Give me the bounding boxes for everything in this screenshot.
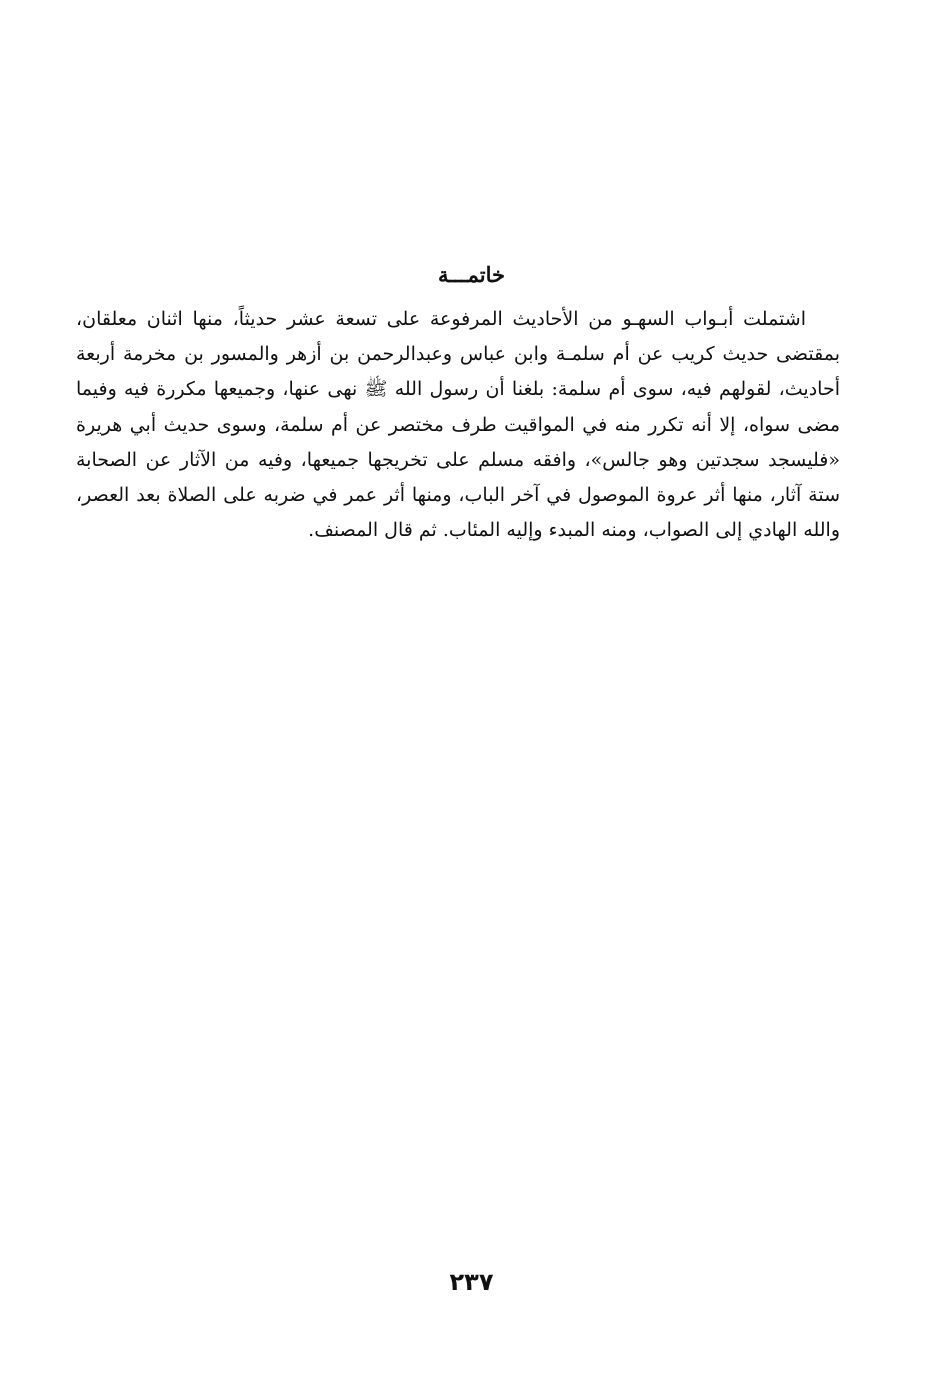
text-line: بمقتضى حديث كريب عن أم سلمـة وابن عباس وعبدالرحمن بن أزهر والمسور بن مخرمة أربعة bbox=[76, 343, 840, 366]
body-paragraph bbox=[76, 302, 840, 548]
text-line: ستة آثار، منها أثر عروة الموصول في آخر الباب، ومنها أثر عمر في ضربه على الصلاة بعد العصر، bbox=[76, 483, 840, 506]
text-line: أحاديث، لقولهم فيه، سوى أم سلمة: بلغنا أن رسول الله ﷺ نهى عنها، وجميعها مكررة فيه وفيما bbox=[76, 378, 840, 401]
text-line: «فليسجد سجدتين وهو جالس»، وافقه مسلم على تخريجها جميعها، وفيه من الآثار عن الصحابة bbox=[76, 448, 840, 471]
page-number: ٢٣٧ bbox=[449, 1268, 494, 1296]
text-line: مضى سواه، إلا أنه تكرر منه في المواقيت طرف مختصر عن أم سلمة، وسوى حديث أبي هريرة bbox=[76, 413, 840, 436]
section-title: خاتمـــة bbox=[437, 262, 506, 287]
text-line: اشتملت أبـواب السهـو من الأحاديث المرفوعة على تسعة عشر حديثاً، منها اثنان معلقان، bbox=[76, 308, 806, 330]
text-line: والله الهادي إلى الصواب، ومنه المبدء وإليه المئاب. ثم قال المصنف. bbox=[308, 519, 840, 542]
